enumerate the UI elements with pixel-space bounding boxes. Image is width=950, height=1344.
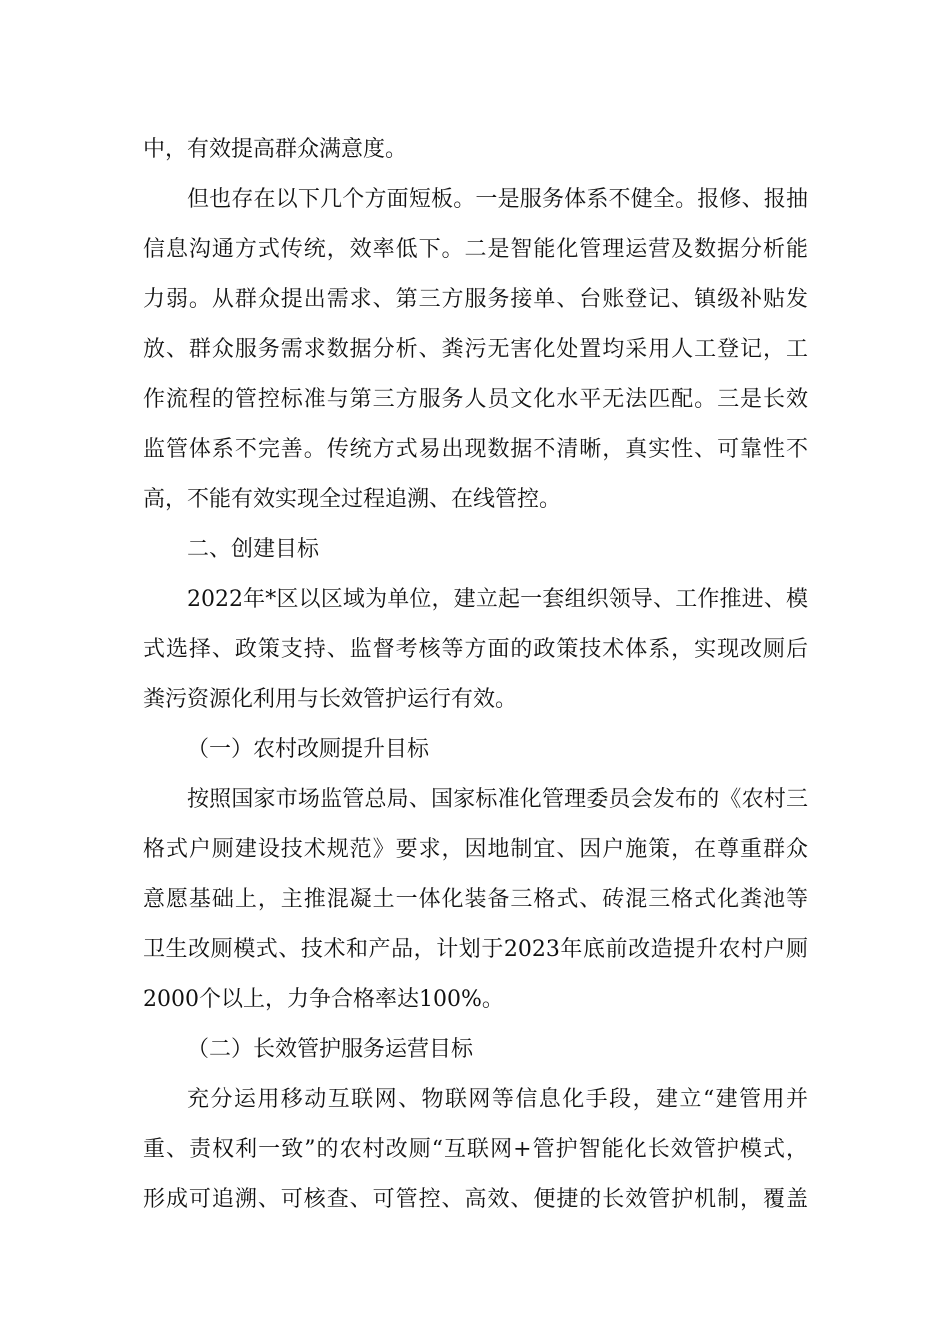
paragraph-line: 放、群众服务需求数据分析、粪污无害化处置均采用人工登记，工 — [143, 337, 808, 362]
paragraph-line: 2022年*区以区域为单位，建立起一套组织领导、工作推进、模 — [187, 587, 808, 612]
subsection-heading: （二）长效管护服务运营目标 — [187, 1037, 474, 1062]
subsection-heading: （一）农村改厕提升目标 — [187, 737, 430, 762]
paragraph-line: 按照国家市场监管总局、国家标准化管理委员会发布的《农村三 — [187, 787, 808, 812]
paragraph-line: 2000个以上，力争合格率达100%。 — [143, 987, 504, 1012]
paragraph-line: 粪污资源化利用与长效管护运行有效。 — [143, 687, 518, 712]
paragraph-line: 信息沟通方式传统，效率低下。二是智能化管理运营及数据分析能 — [143, 237, 808, 262]
paragraph-line: 作流程的管控标准与第三方服务人员文化水平无法匹配。三是长效 — [143, 387, 808, 412]
paragraph-line: 卫生改厕模式、技术和产品，计划于2023年底前改造提升农村户厕 — [143, 937, 808, 962]
paragraph-line: 式选择、政策支持、监督考核等方面的政策技术体系，实现改厕后 — [143, 637, 808, 662]
paragraph-line: 监管体系不完善。传统方式易出现数据不清晰，真实性、可靠性不 — [143, 437, 808, 462]
paragraph-line: 力弱。从群众提出需求、第三方服务接单、台账登记、镇级补贴发 — [143, 287, 808, 312]
paragraph-line: 格式户厕建设技术规范》要求，因地制宜、因户施策，在尊重群众 — [143, 837, 808, 862]
paragraph-line: 意愿基础上，主推混凝土一体化装备三格式、砖混三格式化粪池等 — [143, 887, 808, 912]
paragraph-line: 但也存在以下几个方面短板。一是服务体系不健全。报修、报抽 — [187, 187, 808, 212]
paragraph-line: 高，不能有效实现全过程追溯、在线管控。 — [143, 487, 562, 512]
paragraph-line: 形成可追溯、可核查、可管控、高效、便捷的长效管护机制，覆盖 — [143, 1187, 808, 1212]
paragraph-line: 充分运用移动互联网、物联网等信息化手段，建立“建管用并 — [187, 1087, 808, 1112]
paragraph-line: 重、责权利一致”的农村改厕“互联网+管护智能化长效管护模式， — [143, 1137, 808, 1162]
section-heading: 二、创建目标 — [187, 537, 320, 562]
paragraph-line: 中，有效提高群众满意度。 — [143, 137, 408, 162]
